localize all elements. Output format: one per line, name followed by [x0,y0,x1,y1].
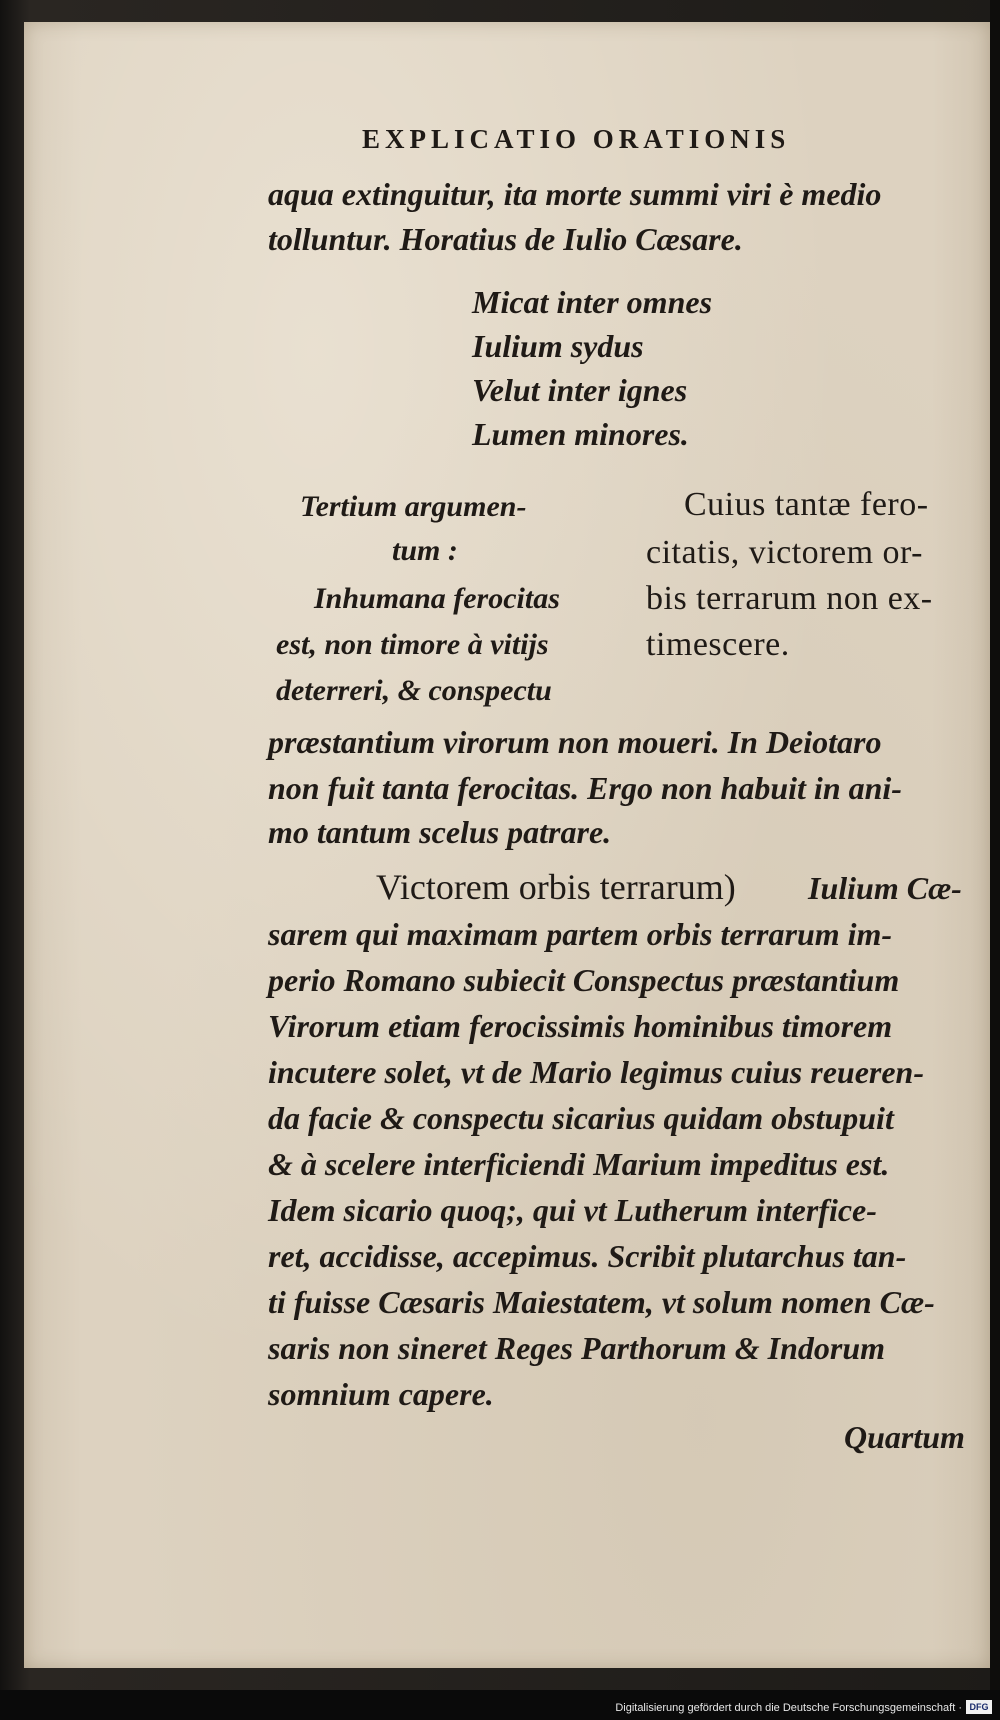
column-line: Cuius tantæ fero- [684,486,929,523]
paragraph-line: sarem qui maximam partem orbis terrarum im- [268,916,893,952]
side-note-line: tum : [392,534,458,567]
paragraph-line: Idem sicario quoq;, qui vt Lutherum interfice- [268,1192,877,1228]
text-line: tolluntur. Horatius de Iulio Cæsare. [268,221,743,257]
column-line: citatis, victorem or- [646,534,924,571]
running-head: EXPLICATIO ORATIONIS [362,124,791,154]
dfg-logo: DFG [966,1700,992,1714]
column-line: bis terrarum non ex- [646,580,933,617]
side-note-line: Inhumana ferocitas [314,582,560,615]
paragraph-line: da facie & conspectu sicarius quidam obstupuit [268,1100,894,1136]
paragraph-line: perio Romano subiecit Conspectus præstantium [268,962,900,998]
text-line: præstantium virorum non moueri. In Deiotaro [268,724,882,760]
verse-line: Micat inter omnes [472,284,713,320]
text-line: aqua extinguitur, ita morte summi viri è medio [268,176,882,212]
funding-credit: Digitalisierung gefördert durch die Deutsche Forschungsgemeinschaft · [615,1702,962,1714]
paragraph-line: & à scelere interficiendi Marium impeditus est. [268,1146,890,1182]
verse-line: Lumen minores. [472,416,689,452]
paragraph-line: Virorum etiam ferocissimis hominibus timorem [268,1008,893,1044]
paragraph-line: incutere solet, vt de Mario legimus cuius reueren- [268,1054,924,1090]
verse-line: Velut inter ignes [472,372,688,408]
text-line: non fuit tanta ferocitas. Ergo non habuit in ani- [268,770,902,806]
paragraph-line: somnium capere. [268,1376,494,1412]
side-note-line: deterreri, & conspectu [276,674,552,707]
paragraph-line: ti fuisse Cæsaris Maiestatem, vt solum nomen Cæ- [268,1284,935,1320]
side-note-line: Tertium argumen- [300,490,527,523]
paragraph-line: ret, accidisse, accepimus. Scribit plutarchus tan- [268,1238,907,1274]
paragraph-line: saris non sineret Reges Parthorum & Indorum [268,1330,886,1366]
paragraph-text: Iulium Cæ- [808,870,962,906]
binding-edge [990,0,1000,1720]
verse-line: Iulium sydus [472,328,644,364]
catchword: Quartum [844,1419,965,1455]
paragraph-lemma: Victorem orbis terrarum) [376,867,736,907]
side-note-line: est, non timore à vitijs [276,628,549,661]
column-line: timescere. [646,626,790,663]
text-line: mo tantum scelus patrare. [268,814,612,850]
